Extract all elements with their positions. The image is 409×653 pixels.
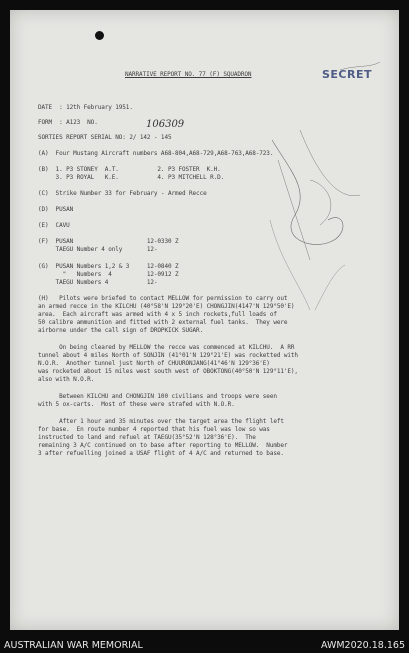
item-c: (C) Strike Number 33 for February - Armed Recce xyxy=(38,190,207,197)
report-title: NARRATIVE REPORT NO. 77 (F) SQUADRON xyxy=(125,71,252,78)
recce-para-line3: N.O.R. Another tunnel just North of CHUURONJANG(41°46'N 129°36'E) xyxy=(38,360,270,367)
form-line: FORM : A123 NO. xyxy=(38,119,98,126)
item-f-line2: TAEGU Number 4 only 12- xyxy=(38,246,158,253)
item-g-line3: TAEGU Numbers 4 12- xyxy=(38,279,158,286)
briefing-line4: 50 calibre ammunition and fitted with 2 external fuel tanks. They were xyxy=(38,319,288,326)
item-b-line1: (B) 1. P3 STONEY A.T. 2. P3 FOSTER K.H. xyxy=(38,166,221,173)
return-para-line5: 3 after refuelling joined a USAF flight of 4 A/C and returned to base. xyxy=(38,450,284,457)
recce-para-line4: was rocketed about 15 miles west south west of OBOKTONG(40°50'N 129°11'E), xyxy=(38,368,298,375)
recce-para-line1: On being cleared by MELLOW the recce was commenced at KILCHU. A RR xyxy=(38,344,295,351)
footer-institution: AUSTRALIAN WAR MEMORIAL xyxy=(4,640,143,651)
return-para-line2: for base. En route number 4 reported that his fuel was low so was xyxy=(38,426,270,433)
item-f-line1: (F) PUSAN 12-0330 Z xyxy=(38,238,179,245)
item-g-line2: " Numbers 4 12-0912 Z xyxy=(38,271,179,278)
briefing-line5: airborne under the call sign of DROPKICK SUGAR. xyxy=(38,327,204,334)
item-a: (A) Four Mustang Aircraft numbers A68-804,A68-729,A68-763,A68-723. xyxy=(38,150,274,157)
briefing-line1: (H) Pilots were briefed to contact MELLOW for permission to carry out xyxy=(38,295,288,302)
item-e: (E) CAVU xyxy=(38,222,70,229)
sorties-line: SORTIES REPORT SERIAL NO: 2/ 142 - 145 xyxy=(38,134,172,141)
briefing-line3: area. Each aircraft was armed with 4 x 5 inch rockets,full loads of xyxy=(38,311,277,318)
recce-para-line5: also with N.O.R. xyxy=(38,376,95,383)
recce-para-line2: tunnel about 4 miles North of SONJIN (41°01'N 129°21'E) was rocketted with xyxy=(38,352,298,359)
form-number: 106309 xyxy=(146,119,185,130)
return-para-line3: instructed to land and refuel at TAEGU(35°52'N 128°36'E). The xyxy=(38,434,256,441)
document-page xyxy=(10,10,399,630)
return-para-line1: After 1 hour and 35 minutes over the target area the flight left xyxy=(38,418,284,425)
footer-bar xyxy=(0,638,409,653)
item-b-line2: 3. P3 ROYAL K.E. 4. P3 MITCHELL R.D. xyxy=(38,174,225,181)
date-line: DATE : 12th February 1951. xyxy=(38,104,133,111)
item-d: (D) PUSAN xyxy=(38,206,74,213)
footer-accession-number: AWM2020.18.165 xyxy=(320,640,405,651)
item-g-line1: (G) PUSAN Numbers 1,2 & 3 12-0840 Z xyxy=(38,263,179,270)
troops-para-line2: with 5 ox-carts. Most of these were strafed with N.O.R. xyxy=(38,401,235,408)
briefing-line2: an armed recce in the KILCHU (40°58'N 129°20'E) CHONGJIN(4147'N 129°50'E) xyxy=(38,303,295,310)
return-para-line4: remaining 3 A/C continued on to base after reporting to MELLOW. Number xyxy=(38,442,288,449)
troops-para-line1: Between KILCHU and CHONGJIN 100 civilians and troops were seen xyxy=(38,393,277,400)
secret-stamp: SECRET xyxy=(322,68,372,81)
